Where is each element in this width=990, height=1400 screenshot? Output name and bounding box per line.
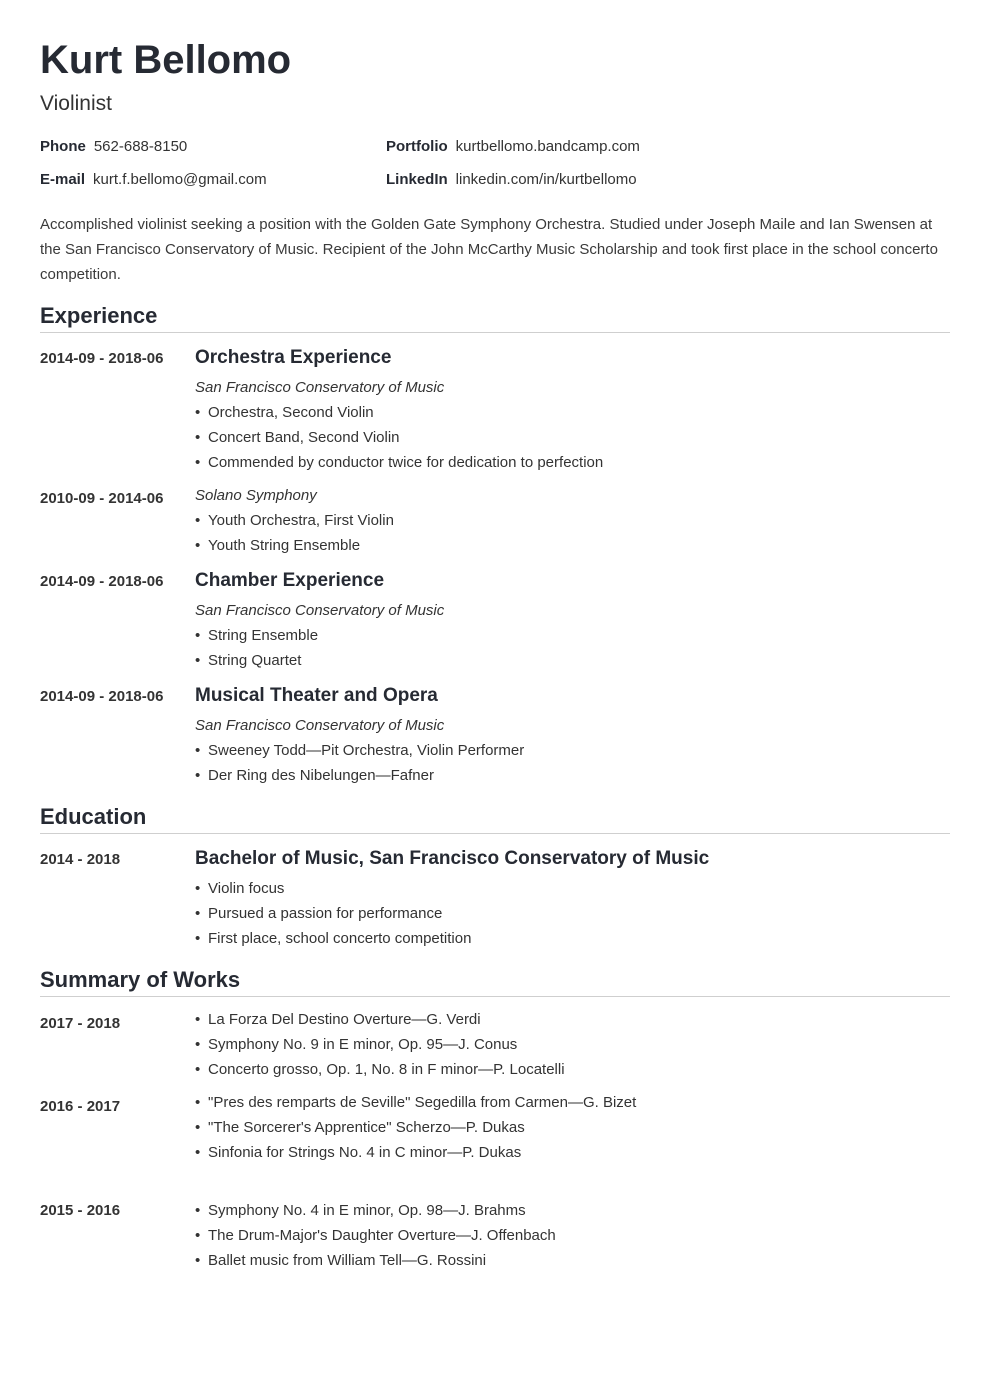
list-item: • First place, school concerto competition xyxy=(195,926,935,951)
list-item: • Der Ring des Nibelungen—Fafner xyxy=(195,763,935,788)
email-label: E-mail xyxy=(40,171,86,188)
entry-date: 2014-09 - 2018-06 xyxy=(40,688,164,705)
entry-date: 2014-09 - 2018-06 xyxy=(40,350,164,367)
list-item: • Youth String Ensemble xyxy=(195,533,935,558)
list-item: • La Forza Del Destino Overture—G. Verdi xyxy=(195,1007,935,1032)
list-item: • Pursued a passion for performance xyxy=(195,901,935,926)
list-item: • Concert Band, Second Violin xyxy=(195,425,935,450)
education-heading: Education xyxy=(40,804,147,829)
section-divider xyxy=(40,833,950,834)
entry-date: 2014-09 - 2018-06 xyxy=(40,573,164,590)
candidate-name: Kurt Bellomo xyxy=(40,38,292,82)
entry-bullets xyxy=(195,508,935,558)
list-item: • Commended by conductor twice for dedication to perfection xyxy=(195,450,935,475)
entry-date: 2014 - 2018 xyxy=(40,851,121,868)
list-item: • "Pres des remparts de Seville" Segedilla from Carmen—G. Bizet xyxy=(195,1090,935,1115)
contact-email xyxy=(40,170,267,190)
list-item: • Youth Orchestra, First Violin xyxy=(195,508,935,533)
list-item: • Orchestra, Second Violin xyxy=(195,400,935,425)
entry-title: Musical Theater and Opera xyxy=(195,685,438,706)
entry-bullets xyxy=(195,623,935,673)
entry-title: Bachelor of Music, San Francisco Conservatory of Music xyxy=(195,848,710,869)
entry-date: 2017 - 2018 xyxy=(40,1015,121,1032)
list-item: • Symphony No. 4 in E minor, Op. 98—J. Brahms xyxy=(195,1198,935,1223)
entry-organization: San Francisco Conservatory of Music xyxy=(195,379,445,396)
list-item: • Concerto grosso, Op. 1, No. 8 in F minor—P. Locatelli xyxy=(195,1057,935,1082)
list-item: • Ballet music from William Tell—G. Rossini xyxy=(195,1248,935,1273)
entry-title: Orchestra Experience xyxy=(195,347,392,368)
list-item: • The Drum-Major's Daughter Overture—J. Offenbach xyxy=(195,1223,935,1248)
entry-bullets xyxy=(195,876,935,951)
entry-date: 2010-09 - 2014-06 xyxy=(40,490,164,507)
section-divider xyxy=(40,996,950,997)
entry-organization: San Francisco Conservatory of Music xyxy=(195,717,445,734)
contact-phone xyxy=(40,137,187,157)
portfolio-link[interactable]: kurtbellomo.bandcamp.com xyxy=(455,138,640,155)
list-item: • "The Sorcerer's Apprentice" Scherzo—P. Dukas xyxy=(195,1115,935,1140)
entry-bullets xyxy=(195,738,935,788)
works-heading: Summary of Works xyxy=(40,967,241,992)
linkedin-label: LinkedIn xyxy=(386,171,448,188)
entry-title: Chamber Experience xyxy=(195,570,385,591)
entry-bullets xyxy=(195,1198,935,1273)
phone-label: Phone xyxy=(40,138,86,155)
list-item: • Sweeney Todd—Pit Orchestra, Violin Performer xyxy=(195,738,935,763)
email-link[interactable]: kurt.f.bellomo@gmail.com xyxy=(93,171,267,188)
list-item: • String Quartet xyxy=(195,648,935,673)
entry-bullets xyxy=(195,1090,935,1165)
linkedin-link[interactable]: linkedin.com/in/kurtbellomo xyxy=(455,171,637,188)
entry-date: 2016 - 2017 xyxy=(40,1098,121,1115)
contact-portfolio xyxy=(386,137,640,157)
list-item: • Sinfonia for Strings No. 4 in C minor—P. Dukas xyxy=(195,1140,935,1165)
contact-linkedin xyxy=(386,170,637,190)
profile-summary: Accomplished violinist seeking a position with the Golden Gate Symphony Orchestra. Studied under Joseph Maile and Ian Swensen at the San Francisco Conservatory of Music. Recipient of the John McCarthy Music Scholarship and took first place in the school concerto competition. xyxy=(40,216,938,283)
experience-heading: Experience xyxy=(40,303,158,328)
phone-value[interactable]: 562-688-8150 xyxy=(93,138,188,155)
section-divider xyxy=(40,332,950,333)
entry-organization: Solano Symphony xyxy=(195,487,317,504)
list-item: • Violin focus xyxy=(195,876,935,901)
entry-bullets xyxy=(195,400,935,475)
portfolio-label: Portfolio xyxy=(386,138,448,155)
list-item: • Symphony No. 9 in E minor, Op. 95—J. Conus xyxy=(195,1032,935,1057)
list-item: • String Ensemble xyxy=(195,623,935,648)
candidate-role: Violinist xyxy=(40,92,112,115)
entry-bullets xyxy=(195,1007,935,1082)
entry-date: 2015 - 2016 xyxy=(40,1202,121,1219)
entry-organization: San Francisco Conservatory of Music xyxy=(195,602,445,619)
